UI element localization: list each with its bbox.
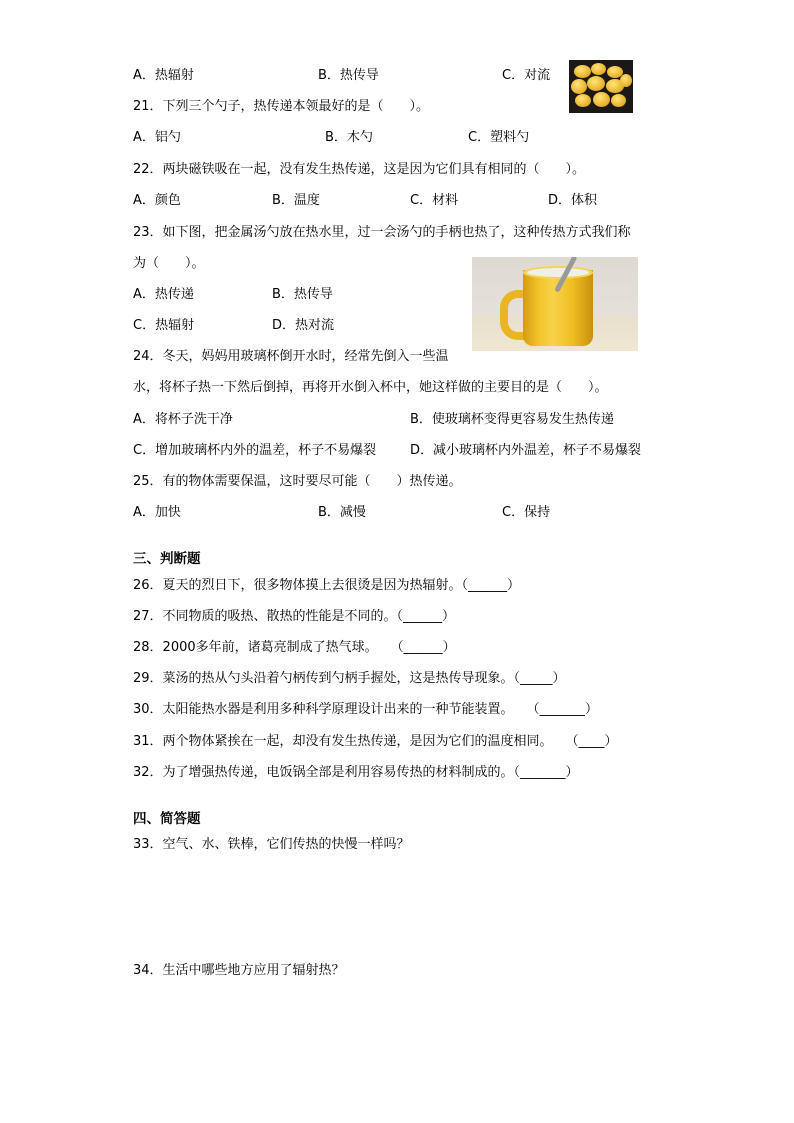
q22-option-b: B．温度 <box>272 193 320 208</box>
q33-stem: 33．空气、水、铁棒，它们传热的快慢一样吗？ <box>133 837 410 852</box>
q21-stem: 21．下列三个勺子，热传递本领最好的是（ ）。 <box>133 99 430 114</box>
judge-item-30: 30．太阳能热水器是利用多种科学原理设计出来的一种节能装置。 （_______） <box>133 702 599 717</box>
q24-stem-line1: 24．冬天，妈妈用玻璃杯倒开水时，经常先倒入一些温 <box>133 349 449 364</box>
judge-item-26: 26．夏天的烈日下，很多物体摸上去很烫是因为热辐射。（______） <box>133 578 521 593</box>
q24-option-b: B．使玻璃杯变得更容易发生热传递 <box>410 412 614 427</box>
q23-stem-line2: 为（ ）。 <box>133 256 205 271</box>
q34-stem: 34．生活中哪些地方应用了辐射热？ <box>133 963 345 978</box>
q22-option-d: D．体积 <box>548 193 598 208</box>
section-3-heading: 三、判断题 <box>133 551 201 567</box>
q22-option-c: C．材料 <box>410 193 459 208</box>
q25-option-c: C．保持 <box>502 505 551 520</box>
judge-item-32: 32．为了增强热传递，电饭锅全部是利用容易传热的材料制成的。（_______） <box>133 765 579 780</box>
potato-chips-photo <box>569 60 633 113</box>
q24-option-d: D．减小玻璃杯内外温差，杯子不易爆裂 <box>410 443 642 458</box>
yellow-mug-photo <box>472 257 638 351</box>
judge-item-27: 27．不同物质的吸热、散热的性能是不同的。（______） <box>133 609 456 624</box>
q23-option-c: C．热辐射 <box>133 318 195 333</box>
q24-option-c: C．增加玻璃杯内外的温差，杯子不易爆裂 <box>133 443 377 458</box>
q20-option-a: A．热辐射 <box>133 68 194 83</box>
q24-stem-line2: 水，将杯子热一下然后倒掉，再将开水倒入杯中，她这样做的主要目的是（ ）。 <box>133 380 608 395</box>
q22-option-a: A．颜色 <box>133 193 181 208</box>
q23-option-a: A．热传递 <box>133 287 194 302</box>
q22-stem: 22．两块磁铁吸在一起，没有发生热传递，这是因为它们具有相同的（ ）。 <box>133 162 586 177</box>
q23-option-b: B．热传导 <box>272 287 333 302</box>
q23-option-d: D．热对流 <box>272 318 335 333</box>
q24-option-a: A．将杯子洗干净 <box>133 412 233 427</box>
q21-option-c: C．塑料勺 <box>468 130 530 145</box>
judge-item-28: 28．2000多年前，诸葛亮制成了热气球。 （______） <box>133 640 456 655</box>
judge-item-29: 29．菜汤的热从勺头沿着勺柄传到勺柄手握处，这是热传导现象。（_____） <box>133 671 566 686</box>
judge-item-31: 31．两个物体紧挨在一起，却没有发生热传递，是因为它们的温度相同。 （____） <box>133 734 618 749</box>
q25-option-a: A．加快 <box>133 505 181 520</box>
section-4-heading: 四、简答题 <box>133 811 201 827</box>
q25-stem: 25．有的物体需要保温，这时要尽可能（ ）热传递。 <box>133 474 462 489</box>
q25-option-b: B．减慢 <box>318 505 366 520</box>
q20-option-c: C．对流 <box>502 68 551 83</box>
q21-option-b: B．木勺 <box>325 130 373 145</box>
q21-option-a: A．铝勺 <box>133 130 181 145</box>
q23-stem-line1: 23．如下图，把金属汤勺放在热水里，过一会汤勺的手柄也热了，这种传热方式我们称 <box>133 225 631 240</box>
q20-option-b: B．热传导 <box>318 68 379 83</box>
